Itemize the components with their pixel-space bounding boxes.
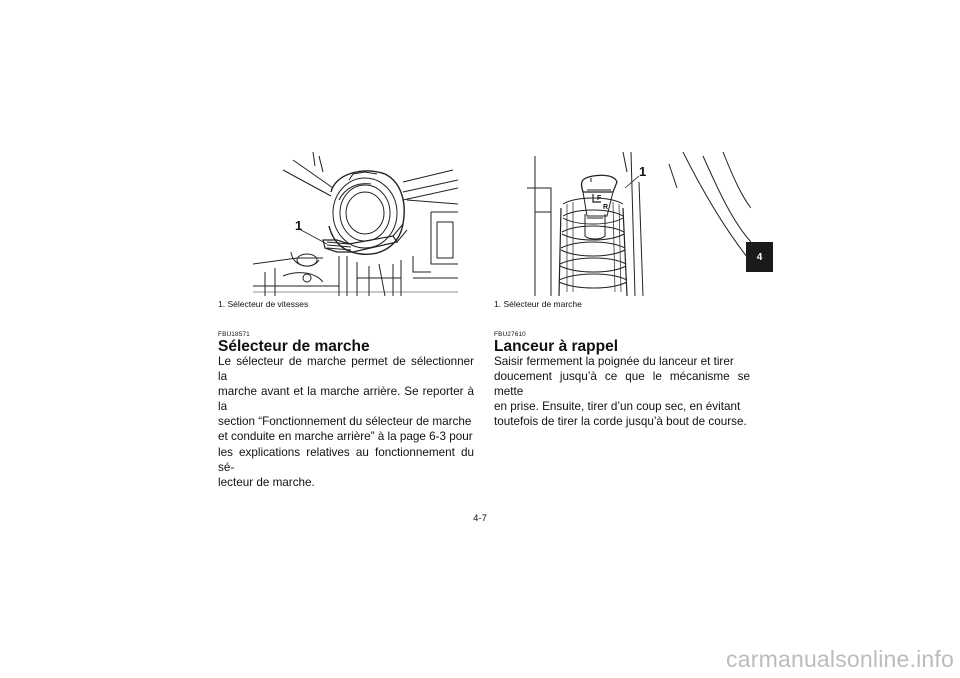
figure-caption: 1. Sélecteur de vitesses (218, 299, 309, 309)
body-line: section “Fonctionnement du sélecteur de marche (218, 415, 472, 429)
body-line: en prise. Ensuite, tirer d’un coup sec, en évitant (494, 400, 741, 414)
body-line: lecteur de marche. (218, 475, 315, 489)
section-code: FBU27610 (494, 331, 526, 338)
body-line: les explications relatives au fonctionnement du sé- (218, 445, 474, 474)
figure-caption: 1. Sélecteur de marche (494, 299, 582, 309)
body-line: doucement jusqu’à ce que le mécanisme se mette (494, 370, 750, 399)
section-heading: Sélecteur de marche (218, 338, 370, 355)
body-line: Saisir fermement la poignée du lanceur et tirer (494, 355, 734, 368)
body-line: et conduite en marche arrière” à la page 6-3 pour (218, 430, 473, 444)
watermark-text: carmanualsonline.info (726, 646, 954, 672)
section-body (218, 354, 474, 490)
body-line: Le sélecteur de marche permet de sélectionner la (218, 355, 474, 384)
page-number: 4-7 (473, 513, 487, 524)
knob-letter-f: F (597, 195, 602, 202)
body-line: marche avant et la marche arrière. Se reporter à la (218, 385, 474, 414)
recoil-starter-illustration (527, 152, 751, 296)
knob-letter-r: R (603, 204, 609, 211)
section-heading: Lanceur à rappel (494, 338, 619, 355)
body-line: toutefois de tirer la corde jusqu’à bout de course. (494, 415, 747, 429)
figure-callout-label: 1 (639, 164, 647, 179)
gear-selector-illustration (253, 152, 458, 296)
section-body (494, 354, 750, 429)
chapter-tab: 4 (746, 242, 773, 272)
section-code: FBU18571 (218, 331, 250, 338)
figure-callout-label: 1 (295, 218, 303, 233)
